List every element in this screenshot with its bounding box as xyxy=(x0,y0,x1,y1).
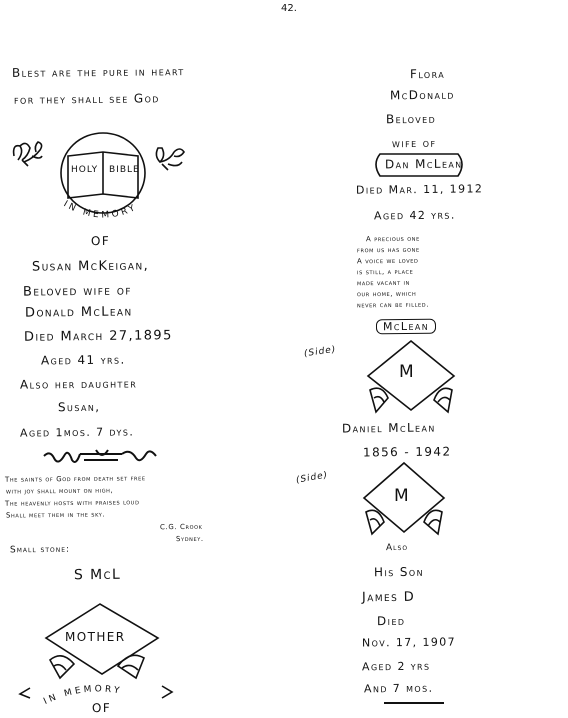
daughter-age: Aged 1mos. 7 dys. xyxy=(19,425,135,440)
flourish-divider xyxy=(40,446,160,468)
blest-line-1: Blest are the pure in heart xyxy=(11,64,185,80)
also-label: Also xyxy=(385,542,409,554)
husband-name: Donald McLean xyxy=(24,304,133,321)
beloved-wife-of: Beloved wife of xyxy=(22,283,133,300)
small-stone-label: Small stone: xyxy=(9,544,71,556)
his-son: His Son xyxy=(373,564,425,580)
flora-verse-7: never can be filled. xyxy=(356,300,430,310)
side-label-2: (Side) xyxy=(295,470,330,486)
initials: S McL xyxy=(73,566,122,584)
diamond-letter-2: M xyxy=(394,486,411,506)
side-label-1: (Side) xyxy=(303,344,337,360)
diamond-letter-1: M xyxy=(399,362,416,382)
right-flower-icon xyxy=(152,142,188,172)
page-number: 42. xyxy=(281,3,297,14)
flora-death-date: Died Mar. 11, 1912 xyxy=(355,182,484,197)
susan-name: Susan McKeigan, xyxy=(31,258,150,275)
carver-town: Sydney. xyxy=(175,534,204,544)
james-died-label: Died xyxy=(376,613,406,629)
james-underline xyxy=(382,700,452,706)
blest-line-2: for they shall see God xyxy=(13,91,160,107)
daughter-name: Susan, xyxy=(57,399,101,415)
age-at-death: Aged 41 yrs. xyxy=(40,352,126,368)
in-memory-arc xyxy=(50,196,160,236)
flora-verse-4: is still, a place xyxy=(356,267,414,277)
bible-holy-text: HOLY xyxy=(71,165,99,175)
flora-verse-3: A voice we loved xyxy=(356,256,419,266)
flora-name-1: Flora xyxy=(409,66,446,82)
in-memory-of: OF xyxy=(90,233,111,249)
verse-line-3: The heavenly hosts with praises loud xyxy=(4,498,140,508)
mclean-label: McLean xyxy=(376,319,436,335)
death-date: Died March 27,1895 xyxy=(23,328,173,345)
verse-line-2: with joy shall mount on high, xyxy=(5,486,114,496)
husband-dan-mclean: Dan McLean xyxy=(384,156,463,172)
in-memory-of-2: OF xyxy=(91,700,112,716)
in-memory-text: IN MEMORY xyxy=(61,199,140,221)
verse-line-4: Shall meet them in the sky. xyxy=(5,510,106,520)
mother-text: MOTHER xyxy=(65,630,126,644)
flora-beloved: Beloved xyxy=(385,111,437,127)
james-name: James D xyxy=(361,589,416,606)
daniel-years: 1856 - 1942 xyxy=(362,444,452,460)
left-flower-icon xyxy=(10,138,46,168)
daniel-mclean: Daniel McLean xyxy=(341,420,436,436)
flora-name-2: McDonald xyxy=(389,87,455,103)
flora-verse-6: our home, which xyxy=(356,289,417,299)
in-memory-text-2: IN MEMORY xyxy=(42,684,123,707)
james-months: And 7 mos. xyxy=(363,681,434,696)
bible-bible-text: BIBLE xyxy=(109,165,140,175)
flora-verse-5: made vacant in xyxy=(356,278,410,288)
james-death-date: Nov. 17, 1907 xyxy=(361,635,457,650)
carver-name: C.G. Crook xyxy=(159,522,203,532)
flora-verse-2: from us has gone xyxy=(356,245,420,255)
verse-line-1: The saints of God from death set free xyxy=(4,474,146,484)
also-daughter: Also her daughter xyxy=(19,376,138,392)
flora-wife-of: wife of xyxy=(391,135,437,151)
svg-text:IN MEMORY xyxy=(62,199,140,220)
flora-age: Aged 42 yrs. xyxy=(373,208,456,223)
james-age: Aged 2 yrs xyxy=(361,659,431,674)
flora-verse-1: A precious one xyxy=(365,234,420,244)
